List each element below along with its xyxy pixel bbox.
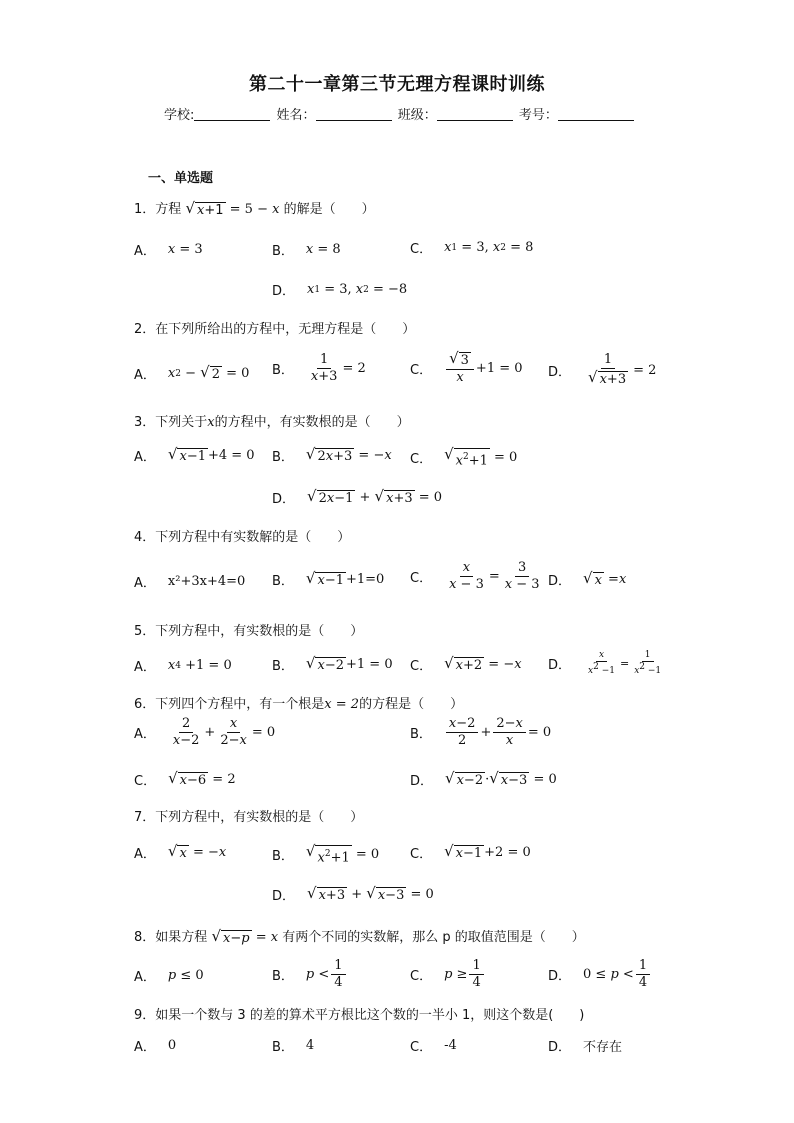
q8-option-d[interactable]: D． 0 ≤ p < $\frac{1}{4}$	[548, 958, 652, 991]
number-blank[interactable]	[558, 107, 634, 121]
page-title: 第二十一章第三节无理方程课时训练	[249, 74, 545, 95]
q9-option-d[interactable]: D． 不存在	[548, 1040, 623, 1055]
q8-option-b[interactable]: B． p < $\frac{1}{4}$	[272, 958, 348, 991]
q6-option-c[interactable]: C． √ x−6 = 2	[134, 769, 236, 789]
q3-option-b[interactable]: B． √ 2x+3 = − x	[272, 445, 392, 465]
q7-option-b[interactable]: B． √ $x^2+1$ = 0	[272, 842, 380, 866]
q7-option-c[interactable]: C． √ x−1 +2 = 0	[410, 842, 531, 862]
q8-option-a[interactable]: A． p ≤ 0	[134, 968, 204, 985]
q5-option-b[interactable]: B． √ x−2 +1 = 0	[272, 654, 393, 674]
question-9: 9．如果一个数与 3 的差的算术平方根比这个数的一半小 1，则这个数是( )	[134, 1008, 585, 1023]
q4-option-a[interactable]: A． x²+3x+4=0	[134, 574, 246, 591]
q6-option-b[interactable]: B． $\frac{x-2}{2}$ + $\frac{2-x}{x}$ = 0	[410, 716, 552, 748]
question-1: 1．方程 √ x+1 = 5 − x 的解是（ ）	[134, 199, 375, 218]
q7-option-d[interactable]: D． √ x+3 + √ x−3 = 0	[272, 884, 434, 904]
q4-option-b[interactable]: B． √ x−1 +1=0	[272, 569, 385, 589]
q9-option-c[interactable]: C． -4	[410, 1038, 457, 1055]
q5-option-d[interactable]: D． $\frac{x}{x^2 -1}$ = $\frac{1}{x^2 -1}$	[548, 650, 662, 676]
q5-option-c[interactable]: C． √ x+2 = − x	[410, 654, 522, 674]
name-label: 姓名：	[276, 108, 316, 123]
q3-option-d[interactable]: D． √ 2x−1 + √ x+3 = 0	[272, 487, 443, 507]
equation-q1: √ x+1	[185, 199, 224, 218]
q6-option-d[interactable]: D． √ x−2 · √ x−3 = 0	[410, 769, 557, 789]
q9-option-b[interactable]: B． 4	[272, 1038, 315, 1055]
equation-q8: √ x−p	[211, 927, 250, 946]
school-label: 学校:	[164, 108, 195, 123]
q2-option-c[interactable]: C． √ 3 x +1 = 0	[410, 349, 523, 385]
q8-option-c[interactable]: C． p ≥ $\frac{1}{4}$	[410, 958, 486, 991]
question-7: 7．下列方程中，有实数根的是（ ）	[134, 810, 364, 825]
question-2: 2．在下列所给出的方程中，无理方程是（ ）	[134, 322, 416, 337]
question-5: 5．下列方程中，有实数根的是（ ）	[134, 624, 364, 639]
number-label: 考号：	[518, 108, 558, 123]
class-blank[interactable]	[437, 107, 513, 121]
question-8: 8．如果方程 √ x−p = x 有两个不同的实数解，那么 p 的取值范围是（ ）	[134, 927, 585, 946]
q9-option-a[interactable]: A． 0	[134, 1038, 177, 1055]
q2-option-d[interactable]: D． 1 √ x+3 = 2	[548, 352, 657, 387]
q1-option-d[interactable]: D． x 1 = 3, x 2 = −8	[272, 282, 408, 299]
q7-option-a[interactable]: A． √ x = − x	[134, 842, 227, 862]
q1-option-c[interactable]: C． x 1 = 3, x 2 = 8	[410, 240, 534, 257]
school-blank[interactable]	[194, 107, 270, 121]
section-title: 一、单选题	[148, 171, 214, 186]
question-6: 6．下列四个方程中，有一个根是x = 2的方程是（ ）	[134, 697, 464, 712]
q1-option-b[interactable]: B． x = 8	[272, 242, 341, 259]
q2-option-b[interactable]: B． $\frac{1}{x+3}$ = 2	[272, 352, 366, 384]
student-info-line	[164, 104, 636, 123]
q3-option-c[interactable]: C． √ $x^2+1$ = 0	[410, 445, 518, 469]
question-3: 3．下列关于x的方程中，有实数根的是（ ）	[134, 415, 410, 430]
q5-option-a[interactable]: A． x 4 +1 = 0	[134, 658, 232, 675]
q1-option-a[interactable]: A． x = 3	[134, 242, 203, 259]
question-4: 4．下列方程中有实数解的是（ ）	[134, 530, 351, 545]
q2-option-a[interactable]: A． x 2 − √ 2 = 0	[134, 363, 250, 383]
class-label: 班级：	[397, 108, 437, 123]
name-blank[interactable]	[316, 107, 392, 121]
q4-option-d[interactable]: D． √ x = x	[548, 569, 627, 589]
q4-option-c[interactable]: C． $\frac{x}{x - 3}$ = $\frac{3}{x - 3}$	[410, 560, 540, 592]
q3-option-a[interactable]: A． √ x−1 +4 = 0	[134, 445, 255, 465]
q6-option-a[interactable]: A． $\frac{2}{x-2}$ + $\frac{x}{2-x}$ = 0	[134, 716, 276, 748]
